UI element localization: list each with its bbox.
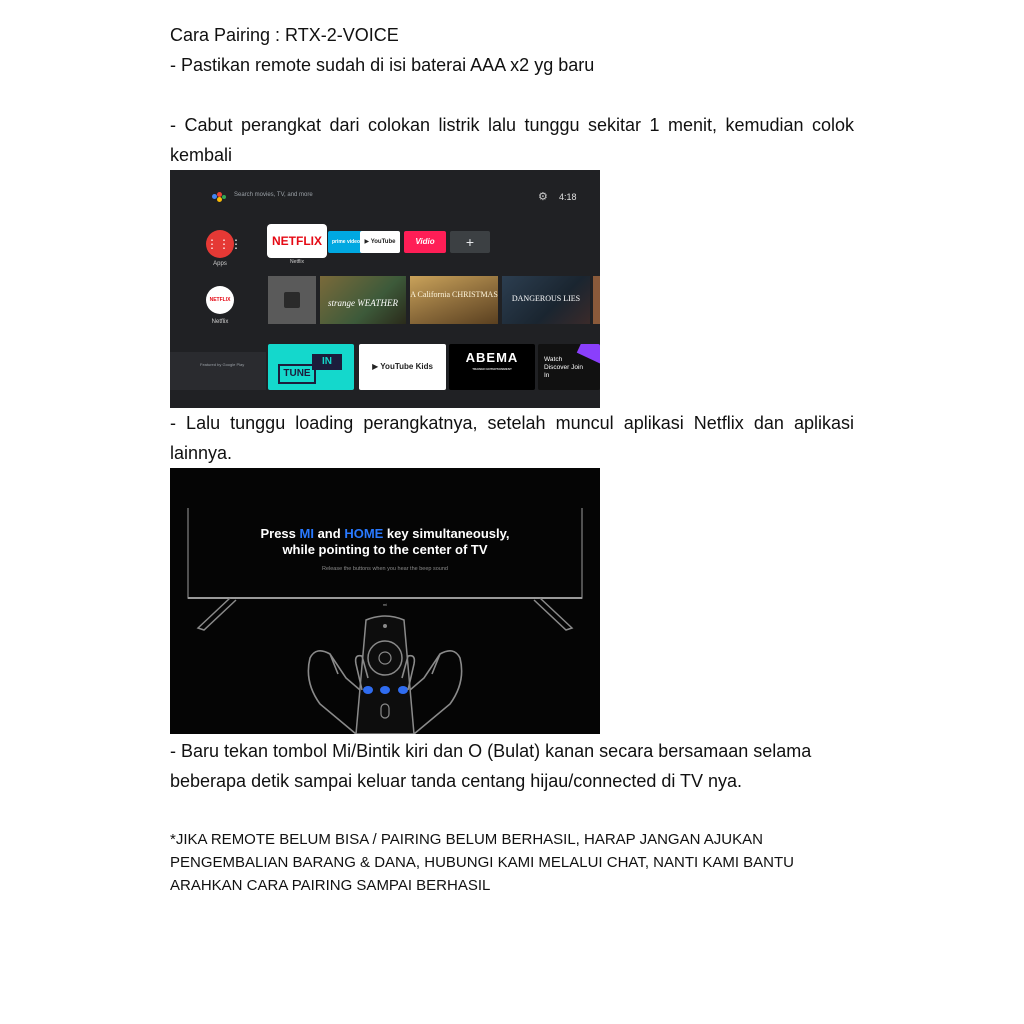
tunein-tile[interactable]: TUNE IN xyxy=(268,344,354,390)
youtube-tile[interactable]: ▶ YouTube xyxy=(360,231,400,253)
warning-note: *JIKA REMOTE BELUM BISA / PAIRING BELUM BERHASIL, HARAP JANGAN AJUKAN PENGEMBALIAN BARANG & DANA, HUBUNGI KAMI MELALUI CHAT, NANTI KAMI BANTU ARAHKAN CARA PAIRING SAMPAI BERHASIL xyxy=(170,831,795,894)
document xyxy=(170,20,854,897)
step-press-buttons: - Baru tekan tombol Mi/Bintik kiri dan O (Bulat) kanan secara bersamaan selama beberapa detik sampai keluar tanda centang hijau/connected di TV nya. xyxy=(170,741,812,791)
pairing-instruction-screenshot xyxy=(170,468,600,734)
clock: 4:18 xyxy=(559,192,577,202)
netflix-side-icon[interactable]: NETFLIX xyxy=(206,286,234,314)
netflix-tile-caption: Netflix xyxy=(290,259,304,265)
gear-icon[interactable]: ⚙ xyxy=(538,191,548,203)
pairing-subline: Release the buttons when you hear the beep sound xyxy=(322,566,448,572)
netflix-side-label: Netflix xyxy=(211,319,229,325)
thumb-partial[interactable] xyxy=(593,276,600,324)
strange-weather-thumb[interactable]: strange WEATHER xyxy=(320,276,406,324)
apps-label: Apps xyxy=(213,261,227,267)
vidio-tile[interactable]: Vidio xyxy=(404,231,446,253)
android-tv-home-screenshot xyxy=(170,170,600,408)
pairing-headline: Press MI and HOME key simultaneously, while pointing to the center of TV xyxy=(260,526,510,557)
home-key-text: HOME xyxy=(344,526,384,541)
mi-key-text: MI xyxy=(299,526,314,541)
doc-title: Cara Pairing : RTX-2-VOICE xyxy=(170,25,399,45)
featured-google-play: Featured by Google Play xyxy=(170,352,266,390)
step-unplug: - Cabut perangkat dari colokan listrik lalu tunggu sekitar 1 menit, kemudian colok kembali xyxy=(170,115,854,165)
watch-discover-tile[interactable]: Watch Discover Join In xyxy=(538,344,600,390)
add-app-tile[interactable]: + xyxy=(450,231,490,253)
thumb-placeholder[interactable] xyxy=(268,276,316,324)
prime-video-tile[interactable]: prime video xyxy=(328,231,364,253)
step-wait-loading: - Lalu tunggu loading perangkatnya, setelah muncul aplikasi Netflix dan aplikasi lainnya. xyxy=(170,413,854,463)
step-battery: - Pastikan remote sudah di isi baterai AAA x2 yg baru xyxy=(170,55,595,75)
remote-illustration xyxy=(356,616,414,734)
google-assistant-icon xyxy=(212,192,226,202)
abema-tile[interactable]: ABEMA TRAINED ENTERTAINMENT xyxy=(449,344,535,390)
dangerous-lies-thumb[interactable]: DANGEROUS LIES xyxy=(502,276,590,324)
california-christmas-thumb[interactable]: A California CHRISTMAS xyxy=(410,276,498,324)
netflix-tile[interactable]: NETFLIX xyxy=(269,226,325,256)
tv-brand-logo: mi xyxy=(382,602,388,607)
search-placeholder[interactable]: Search movies, TV, and more xyxy=(234,192,313,198)
apps-grid-icon[interactable]: ⋮⋮⋮ xyxy=(206,230,234,258)
youtube-kids-tile[interactable]: ▶ YouTube Kids xyxy=(359,344,446,390)
tv-and-remote-illustration xyxy=(170,468,600,734)
